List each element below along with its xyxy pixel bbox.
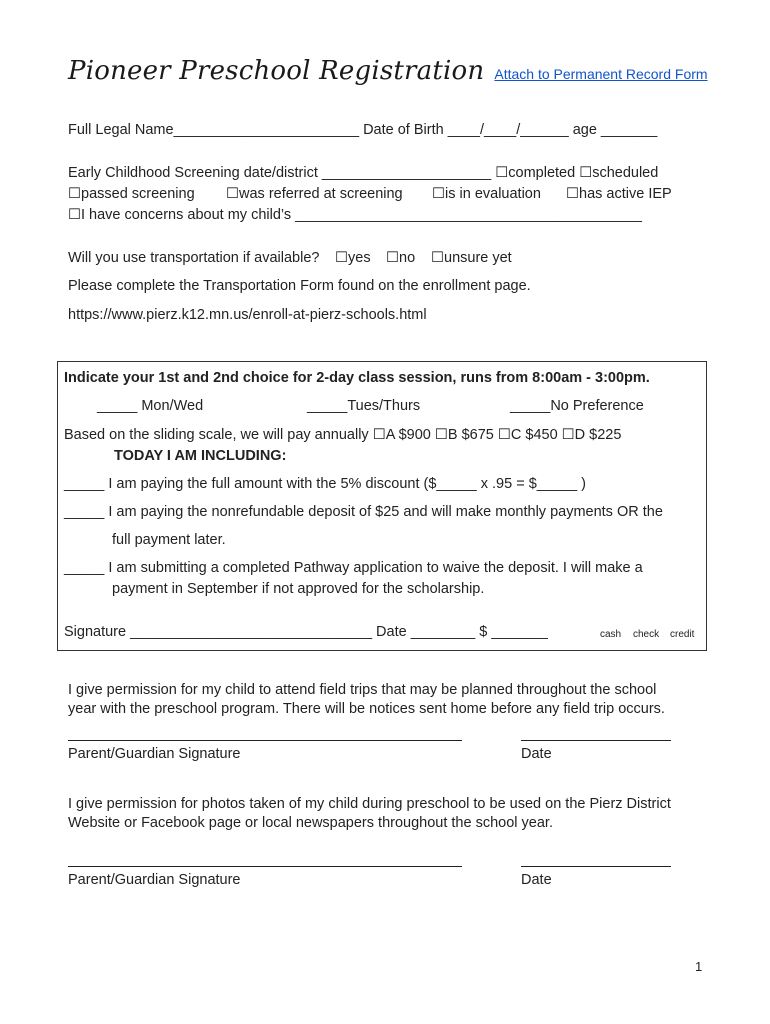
field-trip-text-1: I give permission for my child to attend field trips that may be planned throughout the school xyxy=(68,682,657,698)
field-trip-sig-label: Parent/Guardian Signature xyxy=(68,746,241,762)
field-trip-signature-line[interactable] xyxy=(68,740,462,741)
checkbox-active-iep[interactable]: ☐has active IEP xyxy=(566,186,672,202)
screening-line: Early Childhood Screening date/district _____________________ ☐completed ☐scheduled xyxy=(68,165,659,181)
checkbox-passed-screening[interactable]: ☐passed screening xyxy=(68,186,195,202)
option-pathway[interactable]: _____ I am submitting a completed Pathway application to waive the deposit. I will make a xyxy=(64,560,643,576)
box-signature-line[interactable]: Signature ______________________________ Date ________ $ _______ xyxy=(64,624,548,640)
attach-record-link[interactable]: Attach to Permanent Record Form xyxy=(494,66,708,82)
photo-date-line[interactable] xyxy=(521,866,671,867)
option-full-amount[interactable]: _____ I am paying the full amount with the 5% discount ($_____ x .95 = $_____ ) xyxy=(64,476,586,492)
checkbox-concerns[interactable]: ☐I have concerns about my child’s ___________________________________________ xyxy=(68,207,642,223)
photo-date-label: Date xyxy=(521,872,552,888)
checkbox-transport-yes[interactable]: ☐yes xyxy=(335,250,371,266)
payment-check: check xyxy=(633,629,660,640)
photo-signature-line[interactable] xyxy=(68,866,462,867)
sliding-scale-line[interactable]: Based on the sliding scale, we will pay annually ☐A $900 ☐B $675 ☐C $450 ☐D $225 xyxy=(64,427,622,443)
option-no-preference[interactable]: _____No Preference xyxy=(510,398,644,414)
payment-credit: credit xyxy=(670,629,695,640)
photo-text-2: Website or Facebook page or local newspapers throughout the school year. xyxy=(68,815,553,831)
page-title: Pioneer Preschool Registration xyxy=(68,56,485,86)
option-pathway-cont: payment in September if not approved for the scholarship. xyxy=(112,581,485,597)
option-deposit-cont: full payment later. xyxy=(112,532,226,548)
session-heading: Indicate your 1st and 2nd choice for 2-day class session, runs from 8:00am - 3:00pm. xyxy=(64,370,650,386)
including-heading: TODAY I AM INCLUDING: xyxy=(114,448,287,464)
option-mon-wed[interactable]: _____ Mon/Wed xyxy=(97,398,204,414)
field-trip-date-line[interactable] xyxy=(521,740,671,741)
field-trip-date-label: Date xyxy=(521,746,552,762)
page-number: 1 xyxy=(695,959,703,974)
student-info-line: Full Legal Name_______________________ Date of Birth ____/____/______ age _______ xyxy=(68,122,658,138)
field-trip-text-2: year with the preschool program. There will be notices sent home before any field trip occurs. xyxy=(68,701,665,717)
transport-question: Will you use transportation if available? xyxy=(68,250,320,266)
checkbox-referred-screening[interactable]: ☐was referred at screening xyxy=(226,186,403,202)
checkbox-transport-unsure[interactable]: ☐unsure yet xyxy=(431,250,512,266)
checkbox-in-evaluation[interactable]: ☐is in evaluation xyxy=(432,186,541,202)
transport-instruction: Please complete the Transportation Form found on the enrollment page. xyxy=(68,278,531,294)
photo-text-1: I give permission for photos taken of my child during preschool to be used on the Pierz District xyxy=(68,796,671,812)
checkbox-transport-no[interactable]: ☐no xyxy=(386,250,416,266)
option-tues-thurs[interactable]: _____Tues/Thurs xyxy=(307,398,421,414)
header xyxy=(68,56,708,86)
enrollment-url: https://www.pierz.k12.mn.us/enroll-at-pierz-schools.html xyxy=(68,307,427,323)
option-deposit[interactable]: _____ I am paying the nonrefundable deposit of $25 and will make monthly payments OR the xyxy=(64,504,663,520)
photo-sig-label: Parent/Guardian Signature xyxy=(68,872,241,888)
payment-cash: cash xyxy=(600,629,622,640)
